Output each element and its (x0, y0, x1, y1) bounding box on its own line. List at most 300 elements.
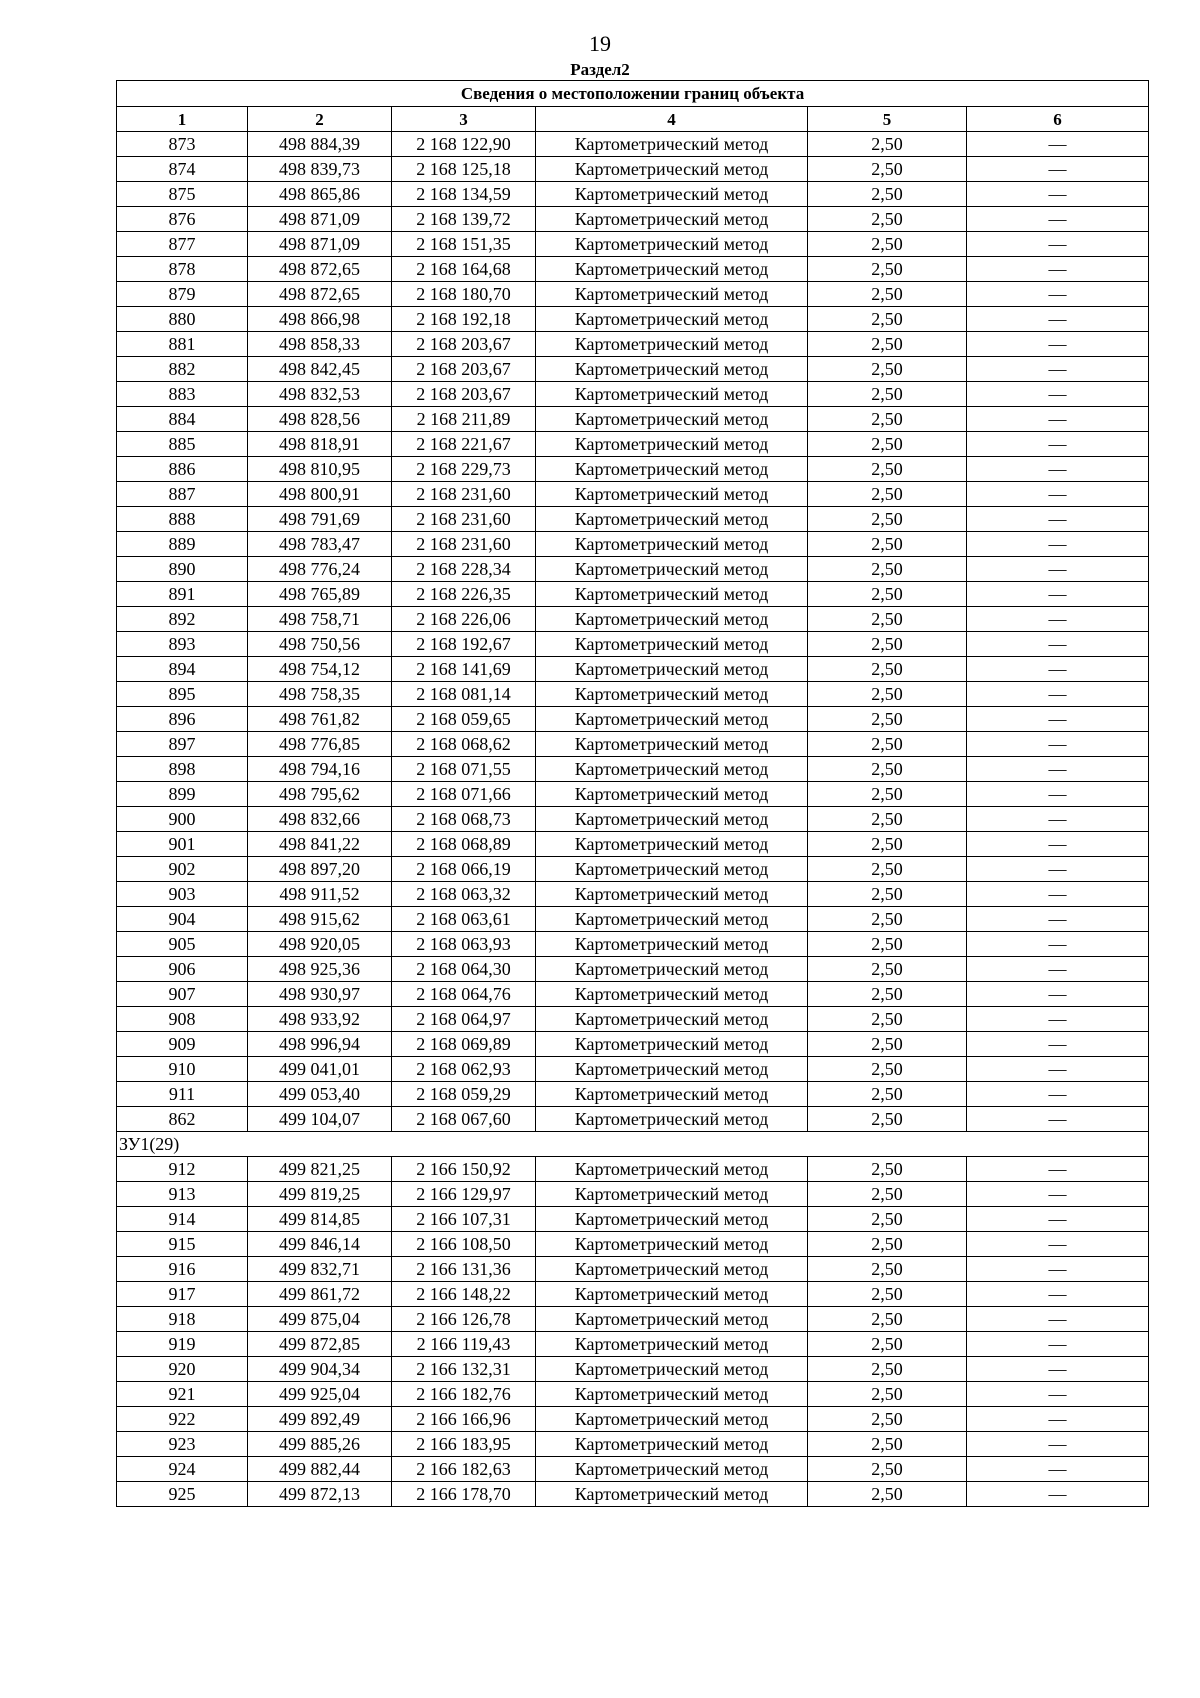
table-cell: 922 (117, 1407, 248, 1432)
table-row (117, 632, 1149, 657)
table-cell: Картометрический метод (536, 357, 808, 382)
table-cell: 2 166 108,50 (392, 1232, 536, 1257)
table-cell: 892 (117, 607, 248, 632)
table-cell: 2,50 (808, 432, 967, 457)
table-cell: 499 872,13 (248, 1482, 392, 1507)
table-row (117, 982, 1149, 1007)
table-cell: 2,50 (808, 882, 967, 907)
table-cell: 2,50 (808, 282, 967, 307)
table-cell: 2 168 081,14 (392, 682, 536, 707)
table-cell: 498 832,66 (248, 807, 392, 832)
table-cell: Картометрический метод (536, 1382, 808, 1407)
table-row (117, 257, 1149, 282)
table-cell: Картометрический метод (536, 807, 808, 832)
table-cell: 903 (117, 882, 248, 907)
table-cell: 499 875,04 (248, 1307, 392, 1332)
table-cell: 2,50 (808, 1082, 967, 1107)
table-cell: 2,50 (808, 1032, 967, 1057)
table-cell: Картометрический метод (536, 982, 808, 1007)
table-cell: 898 (117, 757, 248, 782)
table-cell: 498 758,71 (248, 607, 392, 632)
table-cell: 498 765,89 (248, 582, 392, 607)
table-cell: — (967, 657, 1149, 682)
table-cell: 2 168 064,30 (392, 957, 536, 982)
table-cell: 2,50 (808, 307, 967, 332)
table-cell: 2,50 (808, 207, 967, 232)
table-cell: 883 (117, 382, 248, 407)
table-cell: 2 168 231,60 (392, 507, 536, 532)
table-cell: 2,50 (808, 582, 967, 607)
table-cell: 2,50 (808, 857, 967, 882)
table-cell: — (967, 1482, 1149, 1507)
table-cell: 2,50 (808, 382, 967, 407)
table-cell: Картометрический метод (536, 157, 808, 182)
table-cell: Картометрический метод (536, 957, 808, 982)
table-row (117, 132, 1149, 157)
table-cell: Картометрический метод (536, 457, 808, 482)
table-cell: 2,50 (808, 1207, 967, 1232)
table-cell: Картометрический метод (536, 482, 808, 507)
table-cell: 498 791,69 (248, 507, 392, 532)
table-cell: — (967, 457, 1149, 482)
table-cell: — (967, 757, 1149, 782)
table-row (117, 1432, 1149, 1457)
table-cell: 498 911,52 (248, 882, 392, 907)
table-cell: Картометрический метод (536, 1107, 808, 1132)
table-cell: 887 (117, 482, 248, 507)
table-row (117, 1207, 1149, 1232)
table-cell: 2,50 (808, 632, 967, 657)
table-cell: 2 168 062,93 (392, 1057, 536, 1082)
table-cell: — (967, 182, 1149, 207)
table-cell: 907 (117, 982, 248, 1007)
table-cell: Картометрический метод (536, 857, 808, 882)
table-cell: 885 (117, 432, 248, 457)
table-row (117, 1282, 1149, 1307)
table-cell: 2,50 (808, 1407, 967, 1432)
table-row (117, 1382, 1149, 1407)
table-row (117, 1407, 1149, 1432)
table-cell: — (967, 932, 1149, 957)
table-cell: 2 166 126,78 (392, 1307, 536, 1332)
table-row (117, 932, 1149, 957)
table-cell: 2 168 063,61 (392, 907, 536, 932)
table-cell: Картометрический метод (536, 282, 808, 307)
table-cell: 2 168 203,67 (392, 382, 536, 407)
table-cell: 2 168 141,69 (392, 657, 536, 682)
table-cell: — (967, 707, 1149, 732)
table-cell: 894 (117, 657, 248, 682)
table-cell: 498 925,36 (248, 957, 392, 982)
table-cell: 2 168 228,34 (392, 557, 536, 582)
table-row (117, 407, 1149, 432)
table-cell: — (967, 382, 1149, 407)
table-row (117, 382, 1149, 407)
table-cell: 881 (117, 332, 248, 357)
table-cell: Картометрический метод (536, 932, 808, 957)
table-row (117, 182, 1149, 207)
table-cell: 2 168 059,29 (392, 1082, 536, 1107)
table-cell: 2 166 119,43 (392, 1332, 536, 1357)
table-cell: 2 168 125,18 (392, 157, 536, 182)
table-cell: 2 168 064,76 (392, 982, 536, 1007)
table-cell: 880 (117, 307, 248, 332)
table-row (117, 1357, 1149, 1382)
table-cell: — (967, 732, 1149, 757)
table-cell: — (967, 1332, 1149, 1357)
table-cell: 902 (117, 857, 248, 882)
table-cell: 2,50 (808, 982, 967, 1007)
table-cell: 2,50 (808, 1457, 967, 1482)
table-cell: — (967, 807, 1149, 832)
table-cell: — (967, 557, 1149, 582)
table-cell: 498 842,45 (248, 357, 392, 382)
table-cell: — (967, 1157, 1149, 1182)
table-row (117, 282, 1149, 307)
table-cell: 2 166 107,31 (392, 1207, 536, 1232)
table-cell: 924 (117, 1457, 248, 1482)
table-cell: 2 168 068,89 (392, 832, 536, 857)
table-cell: 498 872,65 (248, 282, 392, 307)
table-cell: Картометрический метод (536, 307, 808, 332)
table-cell: 890 (117, 557, 248, 582)
table-cell: 2 166 183,95 (392, 1432, 536, 1457)
table-cell: 905 (117, 932, 248, 957)
table-cell: — (967, 857, 1149, 882)
table-row (117, 832, 1149, 857)
table-cell: 2,50 (808, 1232, 967, 1257)
table-row (117, 1482, 1149, 1507)
table-cell: Картометрический метод (536, 1307, 808, 1332)
table-cell: Картометрический метод (536, 332, 808, 357)
table-cell: 498 871,09 (248, 207, 392, 232)
table-cell: 2,50 (808, 1107, 967, 1132)
table-cell: 2 168 066,19 (392, 857, 536, 882)
table-row (117, 207, 1149, 232)
table-cell: — (967, 282, 1149, 307)
table-cell: Картометрический метод (536, 1082, 808, 1107)
table-row (117, 332, 1149, 357)
table-cell: 2,50 (808, 782, 967, 807)
table-cell: 2,50 (808, 532, 967, 557)
table-cell: 499 904,34 (248, 1357, 392, 1382)
column-header: 5 (808, 107, 967, 132)
table-cell: 2 168 226,06 (392, 607, 536, 632)
table-row (117, 232, 1149, 257)
table-cell: 498 832,53 (248, 382, 392, 407)
table-cell: — (967, 682, 1149, 707)
table-cell: Картометрический метод (536, 907, 808, 932)
table-cell: 498 754,12 (248, 657, 392, 682)
table-cell: 2,50 (808, 1382, 967, 1407)
table-cell: 2,50 (808, 182, 967, 207)
table-cell: 904 (117, 907, 248, 932)
table-row (117, 1157, 1149, 1182)
table-row (117, 882, 1149, 907)
table-row (117, 782, 1149, 807)
table-cell: 909 (117, 1032, 248, 1057)
table-cell: Картометрический метод (536, 1232, 808, 1257)
table-cell: Картометрический метод (536, 1407, 808, 1432)
table-cell: 2 168 203,67 (392, 357, 536, 382)
table-cell: 498 828,56 (248, 407, 392, 432)
table-cell: 498 865,86 (248, 182, 392, 207)
table-cell: 2,50 (808, 457, 967, 482)
table-cell: 2 166 131,36 (392, 1257, 536, 1282)
table-cell: Картометрический метод (536, 407, 808, 432)
table-cell: 2 168 063,32 (392, 882, 536, 907)
table-cell: 499 861,72 (248, 1282, 392, 1307)
table-cell: Картометрический метод (536, 607, 808, 632)
table-cell: 2,50 (808, 1482, 967, 1507)
table-cell: 498 897,20 (248, 857, 392, 882)
table-cell: 913 (117, 1182, 248, 1207)
table-cell: 2,50 (808, 932, 967, 957)
table-cell: Картометрический метод (536, 182, 808, 207)
table-cell: 2,50 (808, 1257, 967, 1282)
table-cell: — (967, 357, 1149, 382)
table-cell: — (967, 1082, 1149, 1107)
table-cell: Картометрический метод (536, 1432, 808, 1457)
table-cell: 2 168 122,90 (392, 132, 536, 157)
table-cell: 895 (117, 682, 248, 707)
table-cell: 2,50 (808, 357, 967, 382)
table-cell: 2 168 067,60 (392, 1107, 536, 1132)
table-cell: 2,50 (808, 757, 967, 782)
table-cell: 498 930,97 (248, 982, 392, 1007)
table-cell: 2 168 221,67 (392, 432, 536, 457)
table-cell: — (967, 332, 1149, 357)
table-cell: 2,50 (808, 157, 967, 182)
table-row (117, 507, 1149, 532)
table-cell: 2,50 (808, 607, 967, 632)
table-cell: — (967, 632, 1149, 657)
table-cell: 2 168 231,60 (392, 482, 536, 507)
table-cell: Картометрический метод (536, 1182, 808, 1207)
table-cell: 2 168 059,65 (392, 707, 536, 732)
table-cell: 499 053,40 (248, 1082, 392, 1107)
column-header: 6 (967, 107, 1149, 132)
table-cell: 2 168 071,66 (392, 782, 536, 807)
table-cell: 911 (117, 1082, 248, 1107)
table-cell: — (967, 1207, 1149, 1232)
table-cell: 498 933,92 (248, 1007, 392, 1032)
table-cell: — (967, 832, 1149, 857)
table-cell: 498 795,62 (248, 782, 392, 807)
table-cell: 499 832,71 (248, 1257, 392, 1282)
table-cell: — (967, 1457, 1149, 1482)
table-cell: — (967, 1182, 1149, 1207)
table-cell: Картометрический метод (536, 1482, 808, 1507)
table-cell: 2,50 (808, 1357, 967, 1382)
table-cell: 498 871,09 (248, 232, 392, 257)
table-row (117, 582, 1149, 607)
table-cell: 2,50 (808, 232, 967, 257)
table-row (117, 1332, 1149, 1357)
table-cell: — (967, 1007, 1149, 1032)
table-cell: 2,50 (808, 1182, 967, 1207)
table-cell: 918 (117, 1307, 248, 1332)
table-cell: — (967, 1057, 1149, 1082)
table-cell: Картометрический метод (536, 1257, 808, 1282)
table-cell: 920 (117, 1357, 248, 1382)
table-cell: Картометрический метод (536, 1032, 808, 1057)
table-cell: 2 166 129,97 (392, 1182, 536, 1207)
table-cell: 899 (117, 782, 248, 807)
table-cell: 878 (117, 257, 248, 282)
table-cell: — (967, 982, 1149, 1007)
table-cell: 499 885,26 (248, 1432, 392, 1457)
table-row (117, 757, 1149, 782)
group-label: ЗУ1(29) (117, 1132, 1149, 1157)
table-cell: — (967, 1232, 1149, 1257)
table-cell: 2,50 (808, 1057, 967, 1082)
table-cell: — (967, 307, 1149, 332)
table-cell: 499 814,85 (248, 1207, 392, 1232)
table-cell: 891 (117, 582, 248, 607)
table-cell: 2,50 (808, 807, 967, 832)
table-row (117, 482, 1149, 507)
table-cell: — (967, 407, 1149, 432)
table-row (117, 1232, 1149, 1257)
table-cell: 908 (117, 1007, 248, 1032)
table-cell: Картометрический метод (536, 1332, 808, 1357)
table-row (117, 1107, 1149, 1132)
table-cell: Картометрический метод (536, 782, 808, 807)
table-cell: 2,50 (808, 1007, 967, 1032)
table-cell: 2 168 231,60 (392, 532, 536, 557)
table-cell: 2 168 064,97 (392, 1007, 536, 1032)
table-cell: 879 (117, 282, 248, 307)
table-cell: Картометрический метод (536, 1357, 808, 1382)
table-row (117, 682, 1149, 707)
table-cell: Картометрический метод (536, 557, 808, 582)
table-cell: 498 872,65 (248, 257, 392, 282)
table-cell: Картометрический метод (536, 882, 808, 907)
table-row (117, 707, 1149, 732)
table-cell: 912 (117, 1157, 248, 1182)
table-cell: 498 839,73 (248, 157, 392, 182)
table-cell: 862 (117, 1107, 248, 1132)
table-row (117, 432, 1149, 457)
table-cell: 2,50 (808, 1157, 967, 1182)
table-cell: Картометрический метод (536, 757, 808, 782)
table-cell: 2 168 192,67 (392, 632, 536, 657)
table-cell: 2 166 148,22 (392, 1282, 536, 1307)
table-cell: — (967, 1257, 1149, 1282)
table-cell: 2 168 069,89 (392, 1032, 536, 1057)
table-caption-row (117, 81, 1149, 107)
table-cell: Картометрический метод (536, 682, 808, 707)
table-row (117, 307, 1149, 332)
table-row (117, 657, 1149, 682)
table-cell: 2,50 (808, 132, 967, 157)
table-cell: 2 166 182,63 (392, 1457, 536, 1482)
table-cell: — (967, 782, 1149, 807)
table-cell: Картометрический метод (536, 207, 808, 232)
table-cell: 2 168 063,93 (392, 932, 536, 957)
table-cell: — (967, 1357, 1149, 1382)
table-row (117, 1307, 1149, 1332)
table-cell: 498 758,35 (248, 682, 392, 707)
table-cell: — (967, 432, 1149, 457)
table-cell: 2 166 182,76 (392, 1382, 536, 1407)
table-cell: 498 776,85 (248, 732, 392, 757)
table-cell: 877 (117, 232, 248, 257)
table-cell: — (967, 507, 1149, 532)
table-cell: 896 (117, 707, 248, 732)
column-header-row (117, 107, 1149, 132)
table-cell: 874 (117, 157, 248, 182)
table-cell: 921 (117, 1382, 248, 1407)
table-cell: 2 168 151,35 (392, 232, 536, 257)
boundary-coordinates-table (116, 80, 1149, 1507)
table-cell: 498 996,94 (248, 1032, 392, 1057)
table-cell: — (967, 1107, 1149, 1132)
table-cell: 910 (117, 1057, 248, 1082)
table-cell: Картометрический метод (536, 707, 808, 732)
table-cell: 498 841,22 (248, 832, 392, 857)
table-cell: 916 (117, 1257, 248, 1282)
table-cell: Картометрический метод (536, 582, 808, 607)
table-cell: Картометрический метод (536, 1282, 808, 1307)
group-row (117, 1132, 1149, 1157)
table-cell: 919 (117, 1332, 248, 1357)
table-cell: — (967, 582, 1149, 607)
table-cell: 2 168 164,68 (392, 257, 536, 282)
table-cell: Картометрический метод (536, 232, 808, 257)
table-cell: 498 884,39 (248, 132, 392, 157)
table-cell: 2 168 134,59 (392, 182, 536, 207)
table-cell: 498 920,05 (248, 932, 392, 957)
table-cell: Картометрический метод (536, 532, 808, 557)
table-row (117, 157, 1149, 182)
table-cell: 875 (117, 182, 248, 207)
table-row (117, 532, 1149, 557)
table-cell: Картометрический метод (536, 132, 808, 157)
table-cell: 893 (117, 632, 248, 657)
table-cell: 888 (117, 507, 248, 532)
page-number: 19 (589, 31, 611, 56)
table-row (117, 557, 1149, 582)
table-cell: 2 166 150,92 (392, 1157, 536, 1182)
table-body (117, 132, 1149, 1507)
table-cell: 900 (117, 807, 248, 832)
table-cell: Картометрический метод (536, 832, 808, 857)
table-row (117, 732, 1149, 757)
table-cell: Картометрический метод (536, 1457, 808, 1482)
table-cell: 499 925,04 (248, 1382, 392, 1407)
table-row (117, 1082, 1149, 1107)
table-row (117, 1257, 1149, 1282)
table-cell: 876 (117, 207, 248, 232)
table-cell: 2 168 226,35 (392, 582, 536, 607)
table-row (117, 1007, 1149, 1032)
table-cell: 2,50 (808, 657, 967, 682)
table-cell: 2 168 229,73 (392, 457, 536, 482)
table-cell: 2,50 (808, 257, 967, 282)
table-caption: Сведения о местоположении границ объекта (117, 81, 1149, 107)
table-row (117, 607, 1149, 632)
table-cell: 498 915,62 (248, 907, 392, 932)
table-cell: 2 168 068,73 (392, 807, 536, 832)
table-cell: 498 783,47 (248, 532, 392, 557)
table-cell: 498 794,16 (248, 757, 392, 782)
table-cell: Картометрический метод (536, 1007, 808, 1032)
table-cell: 2,50 (808, 682, 967, 707)
table-cell: 914 (117, 1207, 248, 1232)
table-cell: — (967, 907, 1149, 932)
